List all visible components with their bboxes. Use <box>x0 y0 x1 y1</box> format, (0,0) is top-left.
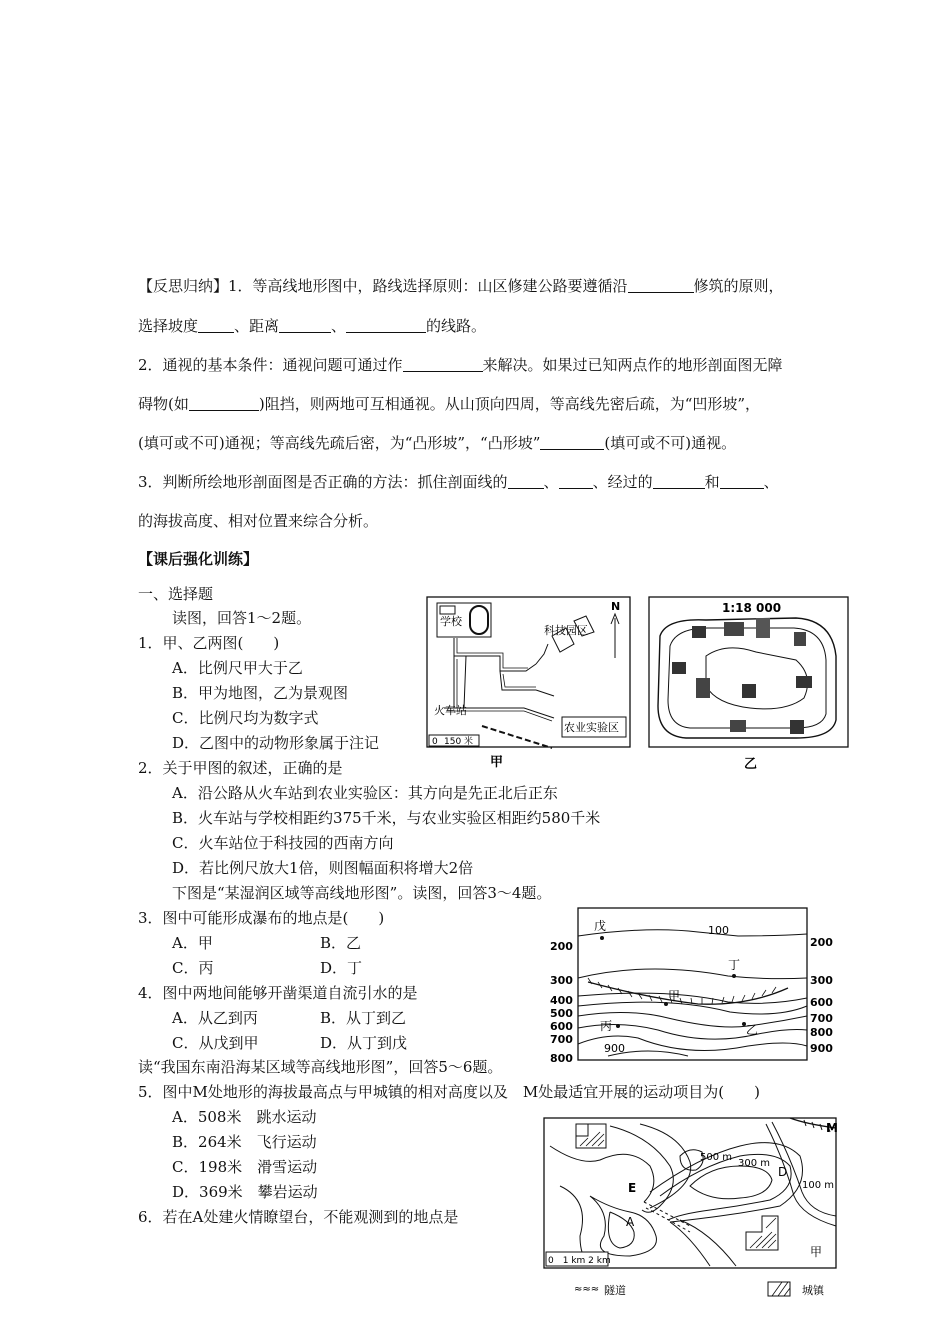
section-title: 【课后强化训练】 <box>138 550 259 568</box>
label-tech-park: 科技园区 <box>544 624 588 637</box>
caption-jia: 甲 <box>490 755 504 770</box>
reflection-line-4: 碍物(如 )阻挡，则两地可互相通视。从山顶向四周，等高线先密后疏，为“凹形坡”， <box>138 395 761 413</box>
label-jia-town: 甲 <box>810 1245 823 1259</box>
intro-1: 读图，回答1～2题。 <box>172 609 312 627</box>
label-yi: 乙 <box>746 1023 759 1037</box>
right-label-600: 600 <box>810 996 833 1009</box>
right-label-200: 200 <box>810 936 833 949</box>
intro-3: 下图是“某湿润区域等高线地形图”。读图，回答3～4题。 <box>172 884 552 902</box>
label-bing: 丙 <box>600 1019 613 1033</box>
left-label-400: 400 <box>550 994 573 1007</box>
q5-stem: 5．图中M处地形的海拔最高点与甲城镇的相对高度以及 M处最适宜开展的运动项目为( ) <box>138 1083 760 1101</box>
right-label-300: 300 <box>810 974 833 987</box>
q3-option-c: C．丙 <box>172 959 214 977</box>
legend-town: 城镇 <box>802 1284 824 1297</box>
q2-option-b: B．火车站与学校相距约375千米，与农业实验区相距约580千米 <box>172 809 601 827</box>
right-label-900: 900 <box>810 1042 833 1055</box>
label-wu: 戊 <box>594 919 607 933</box>
left-label-800: 800 <box>550 1052 573 1064</box>
north-label: N <box>611 600 621 613</box>
q3-stem: 3．图中可能形成瀑布的地点是( ) <box>138 909 385 927</box>
q4-stem: 4．图中两地间能够开凿渠道自流引水的是 <box>138 984 418 1002</box>
q2-option-a: A．沿公路从火车站到农业实验区：其方向是先正北后正东 <box>172 784 558 802</box>
scale-zero: 0 <box>432 737 438 747</box>
scale-yi: 1:18 000 <box>722 601 782 615</box>
contour-map-coast <box>540 1116 842 1304</box>
left-label-700: 700 <box>550 1033 573 1046</box>
label-100: 100 <box>708 924 729 937</box>
label-farm: 农业实验区 <box>564 721 619 734</box>
map-yi <box>646 596 852 772</box>
label-900-inner: 900 <box>604 1042 625 1055</box>
q3-option-a: A．甲 <box>172 934 213 952</box>
label-500m: 500 m <box>700 1152 733 1163</box>
label-school: 学校 <box>440 615 462 628</box>
label-a: A <box>626 1215 635 1229</box>
svg-text:≈≈≈: ≈≈≈ <box>574 1284 600 1295</box>
q2-stem: 2．关于甲图的叙述，正确的是 <box>138 759 343 777</box>
scale-coast: 0 1 km 2 km <box>548 1256 611 1266</box>
q1-stem: 1．甲、乙两图( ) <box>138 634 280 652</box>
q2-option-c: C．火车站位于科技园的西南方向 <box>172 834 394 852</box>
left-label-600: 600 <box>550 1020 573 1033</box>
map-jia <box>424 596 634 772</box>
q5-option-b: B．264米 飞行运动 <box>172 1133 317 1151</box>
q1-option-a: A．比例尺甲大于乙 <box>172 659 303 677</box>
q3-option-d: D．丁 <box>320 959 363 977</box>
label-m: M <box>826 1121 838 1135</box>
right-label-700: 700 <box>810 1012 833 1025</box>
q1-option-b: B．甲为地图，乙为景观图 <box>172 684 349 702</box>
left-label-500: 500 <box>550 1007 573 1020</box>
legend-tunnel: 隧道 <box>604 1284 626 1297</box>
q1-option-c: C．比例尺均为数字式 <box>172 709 319 727</box>
intro-5: 读“我国东南沿海某区域等高线地形图”，回答5～6题。 <box>138 1058 503 1076</box>
label-ding: 丁 <box>728 958 741 972</box>
q4-option-c: C．从戊到甲 <box>172 1034 259 1052</box>
reflection-line-1: 【反思归纳】1．等高线地形图中，路线选择原则：山区修建公路要遵循沿 修筑的原则， <box>138 277 784 295</box>
label-100m: 100 m <box>802 1180 835 1191</box>
reflection-line-2: 选择坡度 、距离 、 的线路。 <box>138 317 487 335</box>
q5-option-d: D．369米 攀岩运动 <box>172 1183 318 1201</box>
reflection-line-5: (填可或不可)通视；等高线先疏后密，为“凸形坡”，“凸形坡” (填可或不可)通视。 <box>138 434 737 452</box>
label-d: D <box>778 1165 788 1179</box>
q3-option-b: B．乙 <box>320 934 362 952</box>
label-jia: 甲 <box>668 989 681 1003</box>
q4-option-b: B．从丁到乙 <box>320 1009 407 1027</box>
left-label-300: 300 <box>550 974 573 987</box>
caption-yi: 乙 <box>744 757 758 772</box>
reflection-line-3: 2．通视的基本条件：通视问题可通过作 来解决。如果过已知两点作的地形剖面图无障 <box>138 356 783 374</box>
label-station: 火车站 <box>434 704 467 717</box>
reflection-line-7: 的海拔高度、相对位置来综合分析。 <box>138 512 379 530</box>
q6-stem: 6．若在A处建火情瞭望台，不能观测到的地点是 <box>138 1208 459 1226</box>
contour-map-wetland <box>548 906 840 1064</box>
left-label-200: 200 <box>550 940 573 953</box>
q5-option-a: A．508米 跳水运动 <box>172 1108 317 1126</box>
part-title: 一、选择题 <box>138 585 214 603</box>
reflection-line-6: 3．判断所绘地形剖面图是否正确的方法：抓住剖面线的 、 、经过的 和 、 <box>138 473 779 491</box>
q4-option-a: A．从乙到丙 <box>172 1009 258 1027</box>
right-label-800: 800 <box>810 1026 833 1039</box>
q5-option-c: C．198米 滑雪运动 <box>172 1158 318 1176</box>
scale-label: 150 米 <box>444 737 474 747</box>
label-300m: 300 m <box>738 1158 771 1169</box>
q2-option-d: D．若比例尺放大1倍，则图幅面积将增大2倍 <box>172 859 474 877</box>
q1-option-d: D．乙图中的动物形象属于注记 <box>172 734 380 752</box>
q4-option-d: D．从丁到戊 <box>320 1034 408 1052</box>
label-e: E <box>628 1181 637 1195</box>
